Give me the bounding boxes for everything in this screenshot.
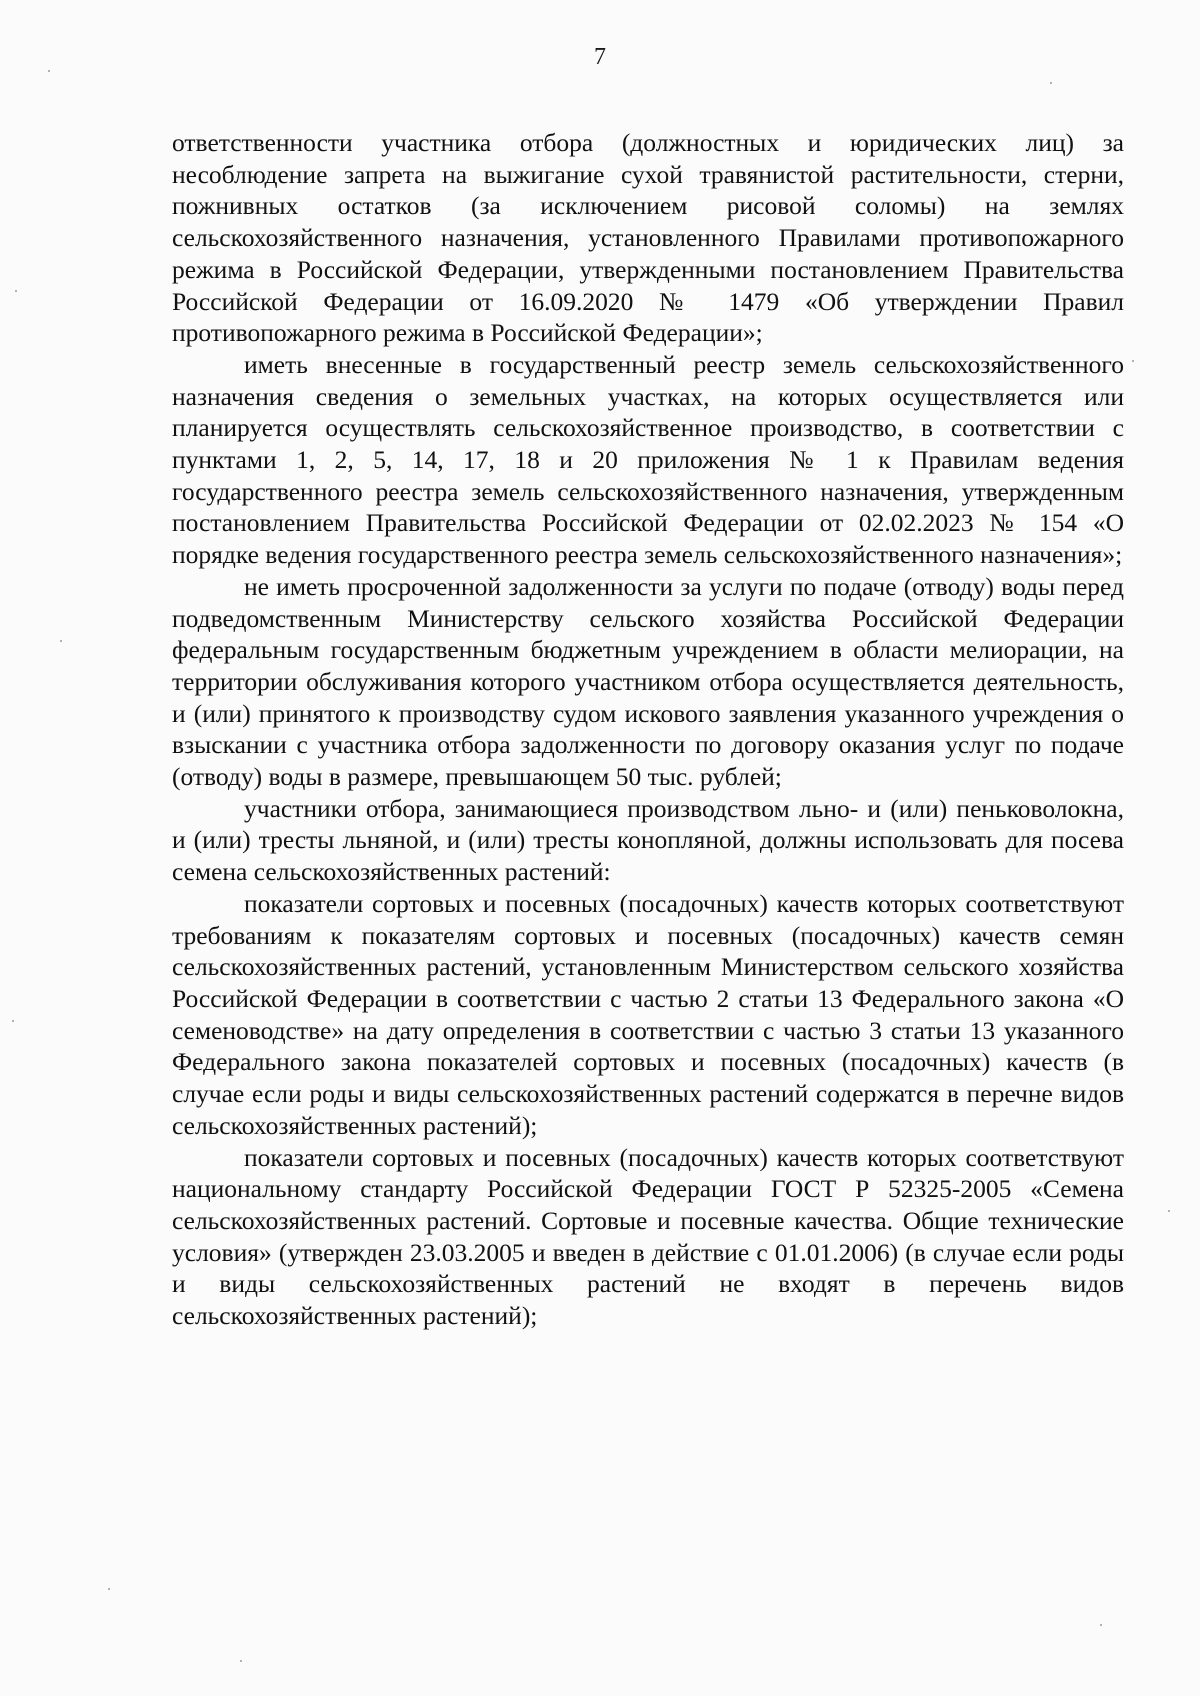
page-number: 7	[594, 44, 606, 70]
document-body	[172, 127, 1124, 1332]
paragraph-seed-quality-gost: показатели сортовых и посевных (посадочных) качеств которых соответствуют национальному стандарту Российской Федерации ГОСТ Р 52325-2005 «Семена сельскохозяйственных растений. Сортовые и посевные качества. Общие технические условия» (утвержден 23.03.2005 и введен в действие с 01.01.2006) (в случае если роды и виды сельскохозяйственных растений не входят в перечень видов сельскохозяйственных растений);	[172, 1142, 1124, 1331]
scan-speck	[12, 1020, 14, 1022]
scan-speck	[108, 1588, 110, 1590]
scan-speck	[60, 640, 62, 642]
paragraph-land-registry: иметь внесенные в государственный реестр земель сельскохозяйственного назначения сведения о земельных участках, на которых осуществляется или планируется осуществлять сельскохозяйственное производство, в соответствии с пунктами 1, 2, 5, 14, 17, 18 и 20 приложения № 1 к Правилам ведения государственного реестра земель сельскохозяйственного назначения, утвержденным постановлением Правительства Российской Федерации от 02.02.2023 № 154 «О порядке ведения государственного реестра земель сельскохозяйственного назначения»;	[172, 349, 1124, 570]
scan-speck	[15, 290, 17, 292]
paragraph-flax-hemp: участники отбора, занимающиеся производством льно- и (или) пеньковолокна, и (или) тресты льняной, и (или) тресты конопляной, должны использовать для посева семена сельскохозяйственных растений:	[172, 793, 1124, 887]
scan-speck	[1050, 82, 1052, 84]
paragraph-seed-quality-requirements: показатели сортовых и посевных (посадочных) качеств которых соответствуют требованиям к показателям сортовых и посевных (посадочных) качеств семян сельскохозяйственных растений, установленным Министерством сельского хозяйства Российской Федерации в соответствии с частью 2 статьи 13 Федерального закона «О семеноводстве» на дату определения в соответствии с частью 3 статьи 13 указанного Федерального закона показателей сортовых и посевных (посадочных) качеств (в случае если роды и виды сельскохозяйственных растений содержатся в перечне видов сельскохозяйственных растений);	[172, 888, 1124, 1140]
scan-speck	[48, 70, 50, 72]
scan-speck	[1168, 1210, 1170, 1212]
paragraph-continuation: ответственности участника отбора (должностных и юридических лиц) за несоблюдение запрета на выжигание сухой травянистой растительности, стерни, пожнивных остатков (за исключением рисовой соломы) на землях сельскохозяйственного назначения, установленного Правилами противопожарного режима в Российской Федерации, утвержденными постановлением Правительства Российской Федерации от 16.09.2020 № 1479 «Об утверждении Правил противопожарного режима в Российской Федерации»;	[172, 128, 1124, 348]
scan-speck	[1100, 1624, 1102, 1626]
scan-speck	[1132, 360, 1134, 362]
scan-speck	[240, 1660, 242, 1662]
paragraph-water-debt: не иметь просроченной задолженности за услуги по подаче (отводу) воды перед подведомственным Министерству сельского хозяйства Российской Федерации федеральным государственным бюджетным учреждением в области мелиорации, на территории обслуживания которого участником отбора осуществляется деятельность, и (или) принятого к производству судом искового заявления указанного учреждения о взыскании с участника отбора задолженности по договору оказания услуг по подаче (отводу) воды в размере, превышающем 50 тыс. рублей;	[172, 571, 1124, 792]
